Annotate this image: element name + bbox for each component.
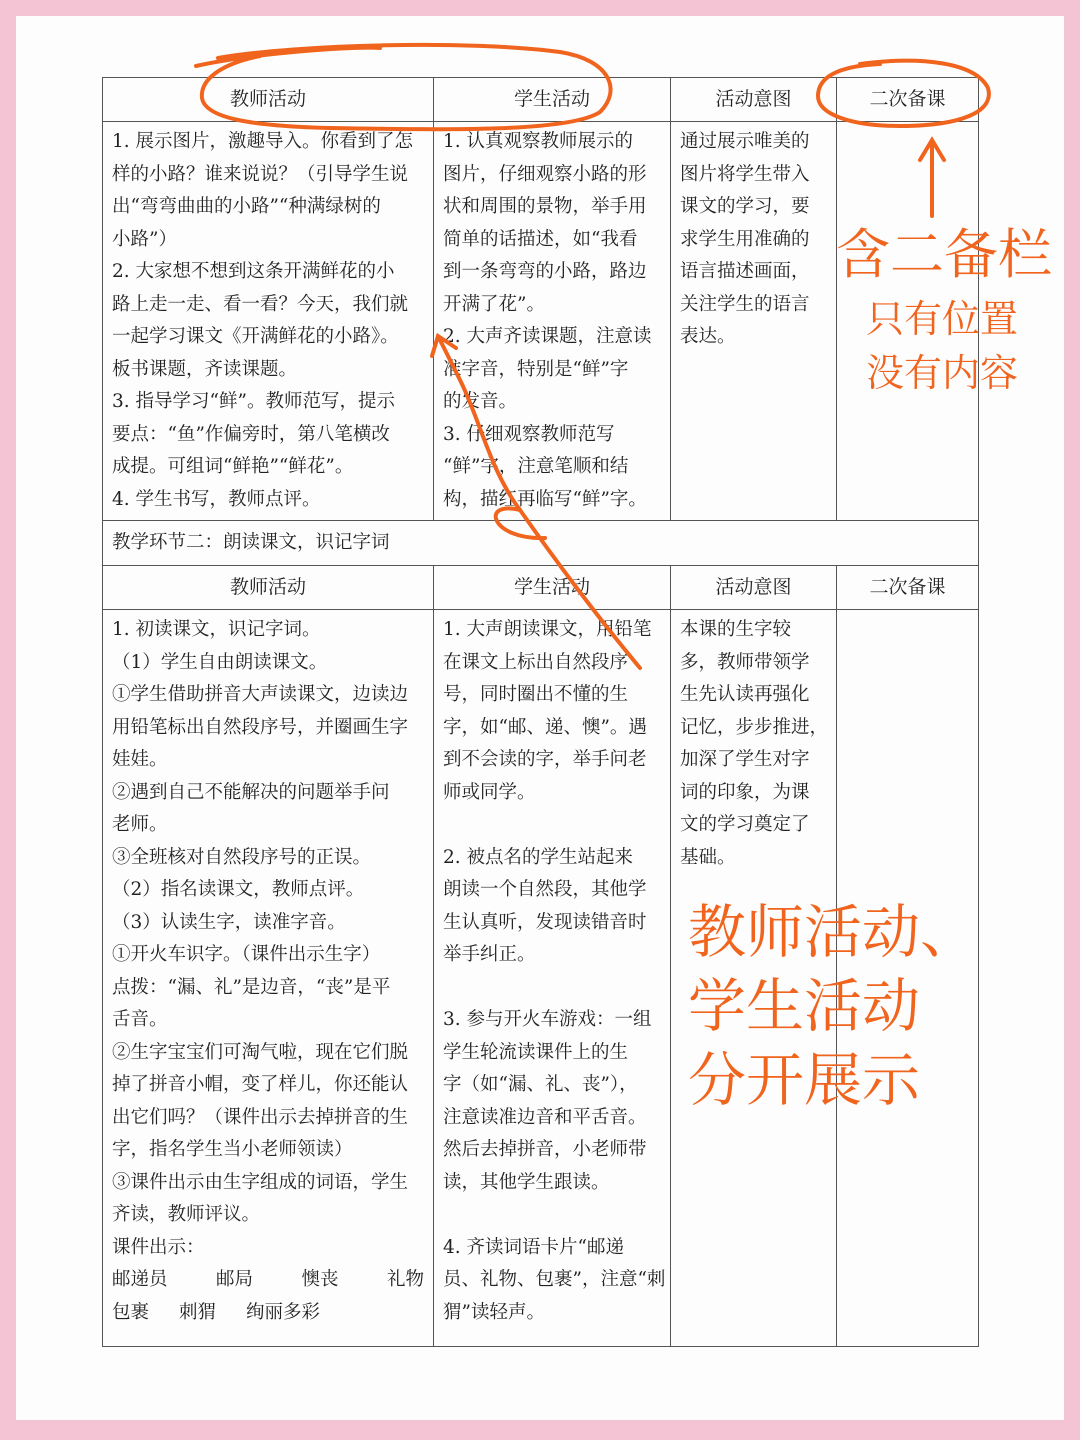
student-cell-1 <box>434 122 671 521</box>
annotation-second-prep-line2: 只有位置 <box>866 297 1019 341</box>
text-line: 3. 指导学习“鲜”。教师范写，提示 <box>112 391 395 412</box>
header-activity-intent: 活动意图 <box>671 78 837 122</box>
text-line: 记忆，步步推进， <box>680 716 829 738</box>
text-line: 基础。 <box>680 846 736 868</box>
teacher-cell-1 <box>103 122 434 521</box>
text-line: 举手纠正。 <box>443 944 536 965</box>
header-second-prep: 二次备课 <box>837 566 979 610</box>
header-student-activity: 学生活动 <box>434 566 671 610</box>
text-line: 到一条弯弯的小路，路边 <box>443 261 647 282</box>
section-title: 教学环节二：朗读课文，识记字词 <box>103 521 979 566</box>
text-line: 构，描红再临写“鲜”字。 <box>443 488 647 510</box>
annotation-separate-line1: 教师活动、 <box>688 898 979 966</box>
header-row-2 <box>103 566 979 610</box>
text-line: 课文的学习，要 <box>680 196 810 217</box>
content-row-1 <box>103 122 979 521</box>
text-line: 读，其他学生跟读。 <box>443 1171 610 1193</box>
text-line: （1）学生自由朗读课文。 <box>112 651 328 673</box>
word: 礼物 <box>386 1269 424 1290</box>
annotation-separate-line3: 分开展示 <box>688 1046 921 1114</box>
annotation-second-prep-line3: 没有内容 <box>866 351 1019 395</box>
text-line: 一起学习课文《开满鲜花的小路》。 <box>112 326 399 347</box>
text-line: “鲜”字，注意笔顺和结 <box>443 456 629 477</box>
text-line: 2. 大家想不想到这条开满鲜花的小 <box>112 261 395 282</box>
blank-line <box>443 1199 661 1232</box>
text-line: 员、礼物、包裹”，注意“刺 <box>443 1269 666 1290</box>
text-line: 字（如“漏、礼、丧”）， <box>443 1074 638 1095</box>
student-cell-2 <box>434 610 671 1347</box>
text-line: ②遇到自己不能解决的问题举手问 <box>112 781 390 803</box>
header-activity-intent: 活动意图 <box>671 566 837 610</box>
text-line: （3）认读生字，读准字音。 <box>112 911 346 933</box>
intent-cell-1 <box>671 122 837 521</box>
text-line: 文的学习奠定了 <box>680 814 810 835</box>
text-line: 4. 齐读词语卡片“邮递 <box>443 1236 624 1258</box>
text-line: 开满了花”。 <box>443 293 545 315</box>
text-line: 3. 仔细观察教师范写 <box>443 423 615 445</box>
text-line: 样的小路？谁来说说？（引导学生说 <box>112 163 409 185</box>
word: 绚丽多彩 <box>246 1301 321 1323</box>
text-line: 4. 学生书写，教师点评。 <box>112 488 321 510</box>
text-line: 号，同时圈出不懂的生 <box>443 684 629 705</box>
text-line: 成提。可组词“鲜艳”“鲜花”。 <box>112 456 354 477</box>
text-line: 2. 被点名的学生站起来 <box>443 846 634 868</box>
text-line: ③全班核对自然段序号的正误。 <box>112 846 372 868</box>
text-line: 娃娃。 <box>112 749 168 770</box>
section-row <box>103 521 979 566</box>
annotation-second-prep-title: 含二备栏 <box>836 223 1052 286</box>
text-line: 用铅笔标出自然段序号，并圈画生字 <box>112 716 409 738</box>
text-line: 出它们吗？（课件出示去掉拼音的生 <box>112 1106 409 1128</box>
text-line: 齐读，教师评议。 <box>112 1204 261 1225</box>
text-line: 图片，仔细观察小路的形 <box>443 163 647 185</box>
word: 邮递员 <box>112 1269 168 1290</box>
text-line: 表达。 <box>680 326 736 347</box>
text-line: 朗读一个自然段，其他学 <box>443 879 647 900</box>
text-line: 老师。 <box>112 814 168 835</box>
text-line: 字，如“邮、递、懊”。遇 <box>443 716 647 738</box>
text-line: ②生字宝宝们可淘气啦，现在它们脱 <box>112 1041 409 1063</box>
text-line: 生先认读再强化 <box>680 684 810 705</box>
text-line: （2）指名读课文，教师点评。 <box>112 879 365 900</box>
text-line: 小路”） <box>112 228 177 250</box>
text-line: 1. 初读课文，识记字词。 <box>112 619 321 640</box>
text-line: ①学生借助拼音大声读课文，边读边 <box>112 684 409 705</box>
text-line: 课件出示： <box>112 1236 205 1258</box>
text-line: 词的印象，为课 <box>680 781 810 803</box>
text-line: 然后去掉拼音，小老师带 <box>443 1139 647 1160</box>
text-line: 准字音，特别是“鲜”字 <box>443 358 629 380</box>
text-line: ①开火车识字。（课件出示生字） <box>112 944 381 965</box>
text-line: 出“弯弯曲曲的小路”“种满绿树的 <box>112 196 381 217</box>
text-line: 3. 参与开火车游戏：一组 <box>443 1009 652 1030</box>
header-teacher-activity: 教师活动 <box>103 78 434 122</box>
text-line: 本课的生字较 <box>680 619 792 640</box>
header-row-1 <box>103 78 979 122</box>
text-line: 多，教师带领学 <box>680 651 810 673</box>
text-line: 2. 大声齐读课题，注意读 <box>443 326 652 347</box>
text-line: 掉了拼音小帽，变了样儿，你还能认 <box>112 1074 409 1095</box>
annotation-separate-line2: 学生活动 <box>688 972 921 1040</box>
word: 邮局 <box>215 1269 253 1290</box>
text-line: ③课件出示由生字组成的词语，学生 <box>112 1171 409 1193</box>
header-student-activity: 学生活动 <box>434 78 671 122</box>
word-row <box>112 1297 424 1330</box>
text-line: 的发音。 <box>443 391 518 412</box>
word: 懊丧 <box>301 1269 339 1290</box>
blank-line <box>443 809 661 842</box>
text-line: 师或同学。 <box>443 781 536 803</box>
header-second-prep: 二次备课 <box>837 78 979 122</box>
text-line: 到不会读的字，举手问老 <box>443 749 647 770</box>
text-line: 生认真听，发现读错音时 <box>443 911 647 933</box>
word-row <box>112 1264 424 1297</box>
blank-line <box>443 972 661 1005</box>
word: 刺猬 <box>179 1301 217 1323</box>
text-line: 求学生用准确的 <box>680 228 810 250</box>
text-line: 舌音。 <box>112 1009 168 1030</box>
text-line: 1. 认真观察教师展示的 <box>443 131 634 152</box>
text-line: 通过展示唯美的 <box>680 131 810 152</box>
text-line: 板书课题，齐读课题。 <box>112 358 298 380</box>
text-line: 要点：“鱼”作偏旁时，第八笔横改 <box>112 423 390 445</box>
text-line: 简单的话描述，如“我看 <box>443 228 638 250</box>
text-line: 在课文上标出自然段序 <box>443 651 629 673</box>
text-line: 1. 大声朗读课文，用铅笔 <box>443 619 652 640</box>
text-line: 语言描述画面， <box>680 261 810 282</box>
word: 包裹 <box>112 1301 150 1323</box>
text-line: 加深了学生对字 <box>680 749 810 770</box>
text-line: 图片将学生带入 <box>680 163 810 185</box>
text-line: 点拨：“漏、礼”是边音，“丧”是平 <box>112 976 391 998</box>
text-line: 关注学生的语言 <box>680 293 810 315</box>
text-line: 字，指名学生当小老师领读） <box>112 1139 353 1160</box>
text-line: 注意读准边音和平舌音。 <box>443 1106 647 1128</box>
text-line: 状和周围的景物，举手用 <box>443 196 647 217</box>
header-teacher-activity: 教师活动 <box>103 566 434 610</box>
teacher-cell-2 <box>103 610 434 1347</box>
text-line: 学生轮流读课件上的生 <box>443 1041 629 1063</box>
text-line: 路上走一走、看一看？今天，我们就 <box>112 293 409 315</box>
text-line: 1. 展示图片，激趣导入。你看到了怎 <box>112 131 414 152</box>
text-line: 猬”读轻声。 <box>443 1301 545 1323</box>
